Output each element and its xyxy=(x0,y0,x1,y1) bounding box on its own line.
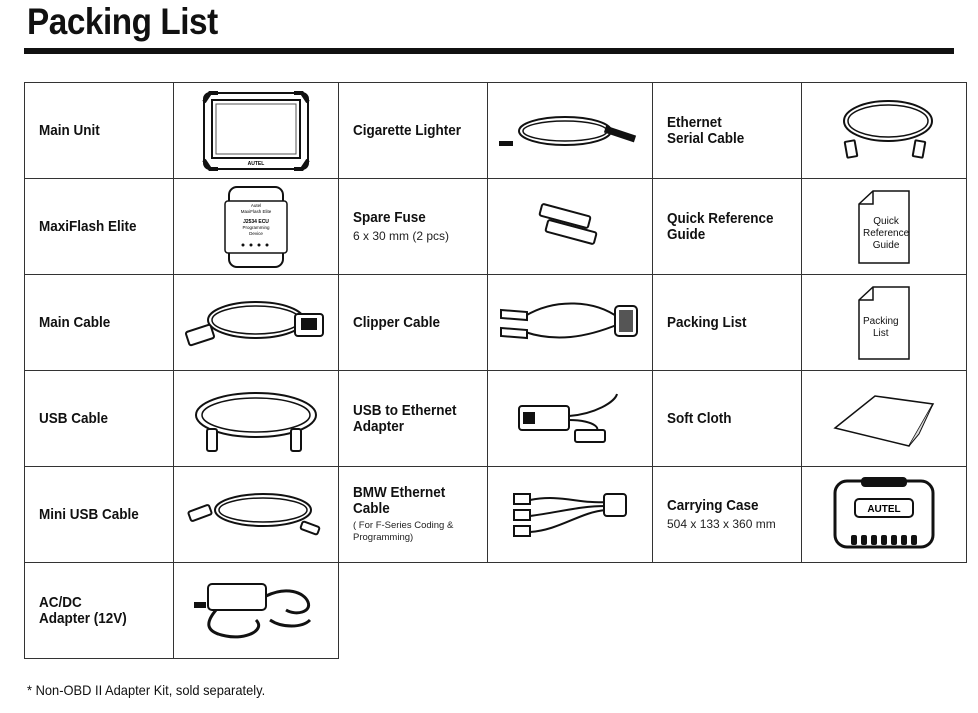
item-name: Soft Cloth xyxy=(667,409,732,427)
packing-item xyxy=(653,83,967,179)
vci-box-icon xyxy=(221,185,291,269)
case-brand-label: AUTEL xyxy=(867,503,901,515)
item-spec: 6 x 30 mm (2 pcs) xyxy=(353,228,450,243)
power-adapter-icon xyxy=(186,576,326,646)
document-text: Packing List xyxy=(863,315,899,339)
packing-item xyxy=(653,467,967,563)
cigarette-lighter-cable-icon xyxy=(495,101,645,161)
page-title: Packing List xyxy=(27,1,218,42)
packing-item xyxy=(25,83,339,179)
item-name: Main Cable xyxy=(39,313,111,331)
item-name: Packing List xyxy=(667,313,747,331)
item-name: BMW Ethernet Cable xyxy=(353,484,446,517)
vci-brand: Autel xyxy=(250,202,262,208)
ethernet-cable-icon xyxy=(824,91,944,171)
item-name: Cigarette Lighter xyxy=(353,121,462,139)
packing-item xyxy=(339,179,653,275)
item-name: Clipper Cable xyxy=(353,313,441,331)
fuse-icon xyxy=(530,202,610,252)
carrying-case-icon xyxy=(829,475,939,555)
usb-ethernet-adapter-icon xyxy=(505,384,635,454)
item-name: Spare Fuse xyxy=(353,208,426,226)
item-name: MaxiFlash Elite xyxy=(39,217,137,235)
document-text: Quick Reference Guide xyxy=(863,215,910,251)
packing-item xyxy=(25,371,339,467)
item-name: Quick Reference Guide xyxy=(667,209,774,243)
vci-line-3: Device xyxy=(249,230,263,236)
usb-cable-icon xyxy=(181,379,331,459)
item-name: USB Cable xyxy=(39,409,109,427)
packing-item xyxy=(339,467,653,563)
item-name: Carrying Case xyxy=(667,496,759,514)
packing-column-1 xyxy=(24,82,339,659)
packing-item xyxy=(25,179,339,275)
item-name: USB to Ethernet Adapter xyxy=(353,401,457,435)
packing-item xyxy=(653,371,967,467)
packing-item xyxy=(653,179,967,275)
packing-item xyxy=(339,371,653,467)
clipper-cable-icon xyxy=(495,288,645,358)
item-name: Mini USB Cable xyxy=(39,505,139,523)
tablet-icon xyxy=(196,90,316,172)
document-icon xyxy=(858,190,910,264)
packing-item xyxy=(339,83,653,179)
bmw-ethernet-cable-icon xyxy=(500,480,640,550)
footnote: * Non-OBD II Adapter Kit, sold separately. xyxy=(27,682,266,698)
obd-cable-icon xyxy=(181,288,331,358)
document-icon xyxy=(858,286,910,360)
packing-item xyxy=(339,275,653,371)
item-name: AC/DC Adapter (12V) xyxy=(39,593,127,627)
vci-line-2: Programming xyxy=(242,224,270,230)
title-rule xyxy=(24,48,954,54)
item-note: ( For F-Series Coding & Programming) xyxy=(353,520,454,543)
packing-item xyxy=(25,275,339,371)
packing-column-2 xyxy=(338,82,653,563)
vci-model: MaxiFlash Elite xyxy=(240,208,272,214)
item-spec: 504 x 133 x 360 mm xyxy=(667,516,776,531)
vci-line-1: J2534 ECU xyxy=(243,218,269,225)
packing-item xyxy=(25,467,339,563)
packing-item xyxy=(653,275,967,371)
item-name: Main Unit xyxy=(39,121,100,139)
packing-column-3 xyxy=(652,82,967,563)
packing-item xyxy=(25,563,339,659)
item-name: Ethernet Serial Cable xyxy=(667,113,745,147)
mini-usb-cable-icon xyxy=(181,480,331,550)
cloth-icon xyxy=(829,384,939,454)
device-brand-label: AUTEL xyxy=(247,160,265,167)
